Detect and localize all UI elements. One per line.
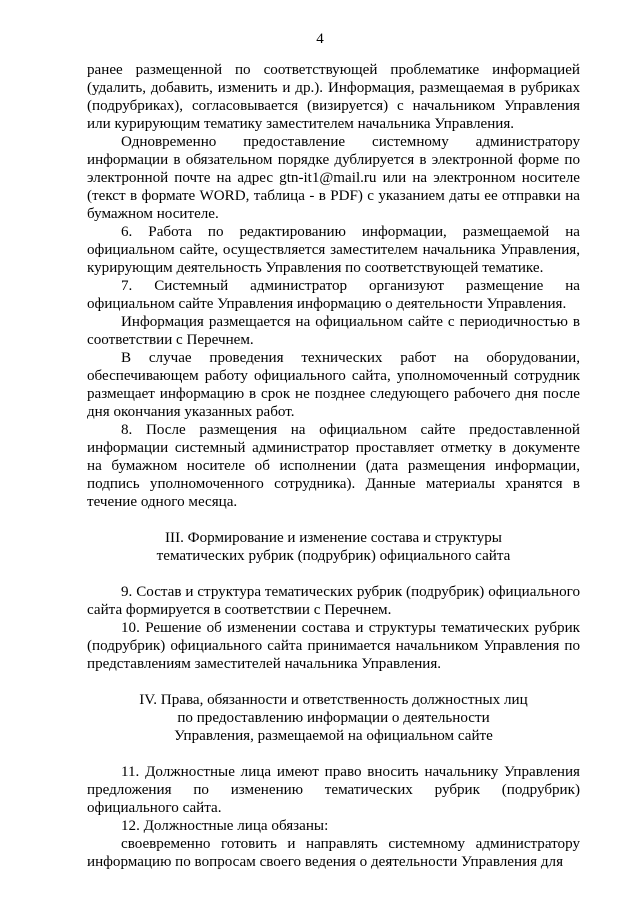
paragraph-group-2	[87, 583, 580, 673]
section-heading-line: III. Формирование и изменение состава и структуры	[165, 530, 502, 546]
paragraph-12: 12. Должностные лица обязаны:	[121, 818, 329, 834]
section-heading-line: тематических рубрик (подрубрик) официального сайта	[156, 548, 511, 564]
section-heading-4	[87, 691, 580, 745]
page-number: 4	[316, 31, 324, 47]
paragraph-group-3	[87, 763, 580, 871]
paragraph-technical-works: В случае проведения технических работ на оборудовании, обеспечивающем работу официального сайта, уполномоченный сотрудник размещает информацию в срок не позднее следующего рабочего дня после дня окончания указанных работ.	[87, 350, 580, 420]
paragraph-12-duty: своевременно готовить и направлять системному администратору информацию по вопросам своего ведения о деятельности Управления для	[87, 836, 580, 870]
section-heading-line: Управления, размещаемой на официальном сайте	[174, 728, 493, 744]
paragraph-11: 11. Должностные лица имеют право вносить начальнику Управления предложения по изменению тематических рубрик (подрубрик) официального сайта.	[87, 764, 580, 816]
paragraph-9: 9. Состав и структура тематических рубрик (подрубрик) официального сайта формируется в соответствии с Перечнем.	[87, 584, 580, 618]
paragraph-email-duplication: Одновременно предоставление системному администратору информации в обязательном порядке дублируется в электронной форме по электронной почте на адрес gtn-it1@mail.ru или на электронном носителе (текст в формате WORD, таблица - в PDF) с указанием даты ее отправки на бумажном носителе.	[87, 134, 580, 222]
paragraph-7: 7. Системный администратор организуют размещение на официальном сайте Управления информацию о деятельности Управления.	[87, 278, 580, 312]
paragraph-8: 8. После размещения на официальном сайте предоставленной информации системный администратор проставляет отметку в документе на бумажном носителе об исполнении (дата размещения информации, подпись уполномоченного сотрудника). Данные материалы хранятся в течение одного месяца.	[87, 422, 580, 510]
paragraph-periodicity: Информация размещается на официальном сайте с периодичностью в соответствии с Перечнем.	[87, 314, 580, 348]
section-heading-line: по предоставлению информации о деятельности	[177, 710, 490, 726]
paragraph-6: 6. Работа по редактированию информации, размещаемой на официальном сайте, осуществляется заместителем начальника Управления, курирующим деятельность Управления по соответствующей тематике.	[87, 224, 580, 276]
paragraph-10: 10. Решение об изменении состава и структуры тематических рубрик (подрубрик) официального сайта принимается начальником Управления по представлениям заместителей начальника Управления.	[87, 620, 580, 672]
section-heading-3	[87, 529, 580, 565]
paragraph-continuation: ранее размещенной по соответствующей проблематике информацией (удалить, добавить, изменить и др.). Информация, размещаемая в рубриках (подрубриках), согласовывается (визируется) с начальником Управления или курирующим тематику заместителем начальника Управления.	[87, 62, 580, 132]
document-body	[87, 61, 580, 871]
section-heading-line: IV. Права, обязанности и ответственность должностных лиц	[139, 692, 528, 708]
paragraph-group-1	[87, 61, 580, 511]
